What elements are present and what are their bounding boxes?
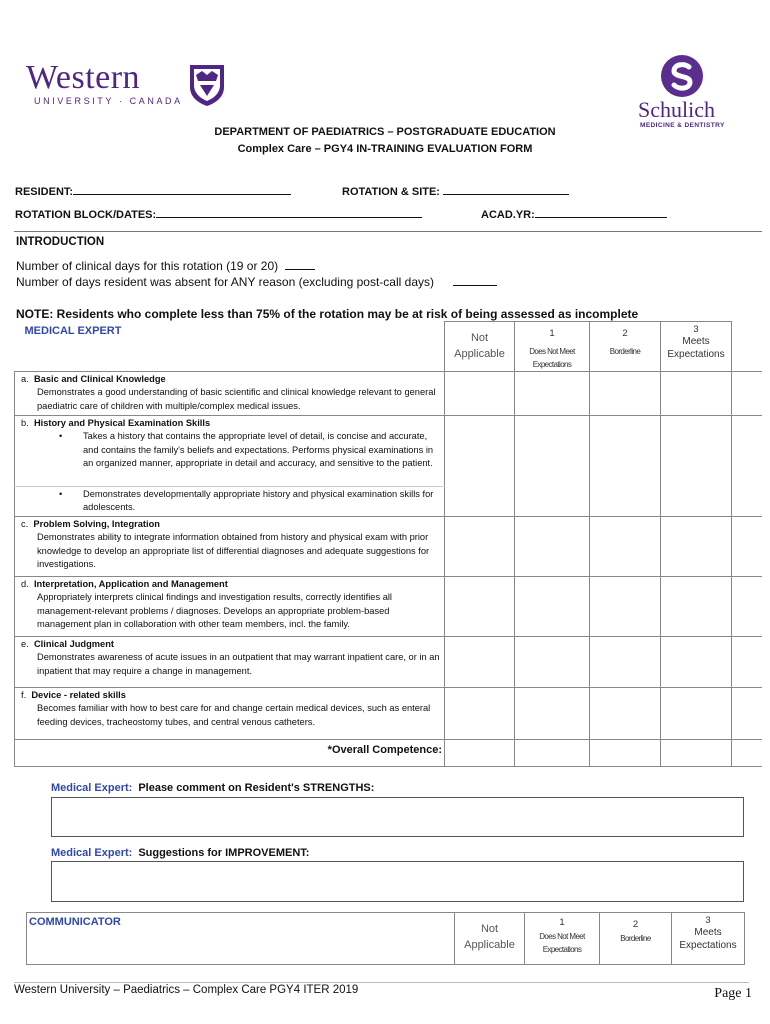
rating-1-label-a: Does Not Meet xyxy=(529,347,575,356)
item-c-rating-3-box[interactable] xyxy=(661,516,732,576)
item-d-rating-3-box[interactable] xyxy=(661,576,732,636)
item-a-na-box[interactable] xyxy=(445,372,515,416)
page-number: Page 1 xyxy=(714,986,752,1001)
medical-expert-title: MEDICAL EXPERT xyxy=(24,324,122,337)
item-e-cell xyxy=(15,636,445,687)
rating-2-header xyxy=(590,322,661,372)
acad-yr-field[interactable] xyxy=(481,207,667,221)
introduction-heading: INTRODUCTION xyxy=(16,236,105,248)
item-e-rating-1-box[interactable] xyxy=(515,636,590,687)
item-b-bullets xyxy=(21,430,442,470)
spacer-cell xyxy=(732,372,762,416)
item-a-rating-1-box[interactable] xyxy=(515,372,590,416)
form-title: Complex Care – PGY4 IN-TRAINING EVALUATION FORM xyxy=(237,143,533,155)
item-f-cell xyxy=(15,687,445,739)
improvement-prompt: Suggestions for IMPROVEMENT: xyxy=(138,847,310,859)
overall-na-box[interactable] xyxy=(445,739,515,766)
rating-1-label-a: Does Not Meet xyxy=(539,932,585,941)
schulich-logo xyxy=(638,52,738,132)
item-d-title: Interpretation, Application and Management xyxy=(33,578,228,589)
not-applicable-word-1: Not xyxy=(480,923,499,935)
rating-3-number: 3 xyxy=(693,324,699,335)
schulich-s-mark-icon xyxy=(660,54,704,98)
item-e-rating-3-box[interactable] xyxy=(661,636,732,687)
item-a-rating-2-box[interactable] xyxy=(590,372,661,416)
item-f-letter: f. xyxy=(21,689,27,700)
rating-header-row xyxy=(27,913,745,965)
item-d-letter: d. xyxy=(21,578,29,589)
item-f-rating-3-box[interactable] xyxy=(661,687,732,739)
item-b-rating-3-box[interactable] xyxy=(661,416,732,517)
rating-1-number: 1 xyxy=(559,917,565,928)
strengths-comment-label xyxy=(51,782,374,794)
rating-3-number: 3 xyxy=(705,915,711,926)
item-b-bullet-2: • Demonstrates developmentally appropriate history and physical examination skills for adolescents. xyxy=(59,488,442,515)
item-c-cell xyxy=(15,516,445,576)
rotation-block-label: ROTATION BLOCK/DATES: xyxy=(15,209,157,221)
overall-rating-1-box[interactable] xyxy=(515,739,590,766)
item-a-rating-3-box[interactable] xyxy=(661,372,732,416)
western-logo-name: Western xyxy=(26,59,141,96)
strengths-prompt: Please comment on Resident's STRENGTHS: xyxy=(138,782,375,794)
rating-3-label-a: Meets xyxy=(682,336,710,347)
medical-expert-title-cell xyxy=(15,322,445,372)
western-university-logo xyxy=(26,60,236,110)
item-b-cell xyxy=(15,416,445,487)
item-f-desc: Becomes familiar with how to best care for and change certain medical devices, such as enteral feeding devices, tracheostomy tubes, and central venous catheters. xyxy=(37,703,431,727)
item-d-cell xyxy=(15,576,445,636)
medical-expert-table xyxy=(14,321,762,767)
spacer-cell xyxy=(732,739,762,766)
item-e-letter: e. xyxy=(21,638,29,649)
not-applicable-word-1: Not xyxy=(470,332,489,344)
item-d-desc: Appropriately interprets clinical findings and investigation results, correctly identifies all management-relevant problems / diagnoses. Develops an appropriate problem-based management plan in collaboration with other team members, incl. the family. xyxy=(37,592,393,630)
spacer-cell xyxy=(732,516,762,576)
spacer-cell xyxy=(732,416,762,517)
item-b-bullet-1: • Takes a history that contains the appropriate level of detail, is concise and accurate, and contains the family's beliefs and expectations. Performs physical examinations in an organized manner, appropriate in detail and accuracy, and sensitive to the patient. xyxy=(59,430,442,470)
item-d-rating-2-box[interactable] xyxy=(590,576,661,636)
communicator-title-cell xyxy=(27,913,455,965)
absent-days-text: Number of days resident was absent for ANY reason (excluding post-call days) xyxy=(16,275,434,289)
rotation-block-field[interactable] xyxy=(15,207,422,221)
footer-text: Western University – Paediatrics – Complex Care PGY4 ITER 2019 xyxy=(14,984,359,996)
rating-3-label-b: Expectations xyxy=(679,940,737,951)
item-b-na-box[interactable] xyxy=(445,416,515,517)
absent-days-input[interactable] xyxy=(453,275,497,286)
completion-note: NOTE: Residents who complete less than 75% of the rotation may be at risk of being assessed as incomplete xyxy=(16,307,639,321)
resident-input-line[interactable] xyxy=(73,184,291,195)
communicator-rating-3-header xyxy=(672,913,745,965)
schulich-logo-subtitle: MEDICINE & DENTISTRY xyxy=(640,122,725,129)
item-b-title: History and Physical Examination Skills xyxy=(33,418,211,428)
item-f-na-box[interactable] xyxy=(445,687,515,739)
resident-field[interactable] xyxy=(15,184,291,198)
overall-competence-row xyxy=(15,739,762,766)
rating-header-row xyxy=(15,322,762,372)
resident-label: RESIDENT: xyxy=(15,186,74,198)
section-divider xyxy=(14,231,762,232)
communicator-not-applicable-header xyxy=(455,913,525,965)
rating-1-number: 1 xyxy=(549,328,555,339)
strengths-comment-box[interactable] xyxy=(51,797,744,837)
acad-yr-input-line[interactable] xyxy=(535,207,667,218)
rating-3-label-b: Expectations xyxy=(667,349,725,360)
improvement-comment-label xyxy=(51,847,309,859)
clinical-days-line xyxy=(16,259,315,273)
communicator-table xyxy=(26,912,745,965)
strengths-section-label: Medical Expert: xyxy=(51,782,133,794)
communicator-rating-1-header xyxy=(525,913,600,965)
item-b-rating-2-box[interactable] xyxy=(590,416,661,517)
communicator-title: COMMUNICATOR xyxy=(29,916,121,928)
item-b-bullet2-cell xyxy=(15,487,445,517)
not-applicable-word-2: Applicable xyxy=(454,348,505,360)
item-b-rating-1-box[interactable] xyxy=(515,416,590,517)
schulich-logo-name: Schulich xyxy=(638,97,715,122)
rating-2-number: 2 xyxy=(632,919,639,930)
table-row xyxy=(15,416,762,487)
item-c-rating-2-box[interactable] xyxy=(590,516,661,576)
absent-days-line xyxy=(16,275,497,289)
not-applicable-word-2: Applicable xyxy=(464,939,515,951)
item-e-rating-2-box[interactable] xyxy=(590,636,661,687)
clinical-days-text: Number of clinical days for this rotation (19 or 20) xyxy=(16,259,279,273)
item-d-na-box[interactable] xyxy=(445,576,515,636)
item-c-rating-1-box[interactable] xyxy=(515,516,590,576)
item-c-desc: Demonstrates ability to integrate information obtained from history and physical exam with prior knowledge to develop an appropriate list of differential diagnoses and adequate suggestions for investigations. xyxy=(37,532,430,570)
rating-2-number: 2 xyxy=(622,328,628,339)
improvement-section-label: Medical Expert: xyxy=(51,847,133,859)
item-c-letter: c. xyxy=(21,518,29,529)
rotation-site-field[interactable] xyxy=(342,184,569,198)
table-row xyxy=(15,636,762,687)
rating-3-label-a: Meets xyxy=(694,927,722,938)
overall-rating-2-box[interactable] xyxy=(590,739,661,766)
acad-yr-label: ACAD.YR: xyxy=(481,209,535,221)
footer-divider xyxy=(14,982,749,983)
item-a-desc: Demonstrates a good understanding of basic scientific and clinical knowledge relevant to general paediatric care of children with multiple/complex medical issues. xyxy=(37,387,436,411)
table-row xyxy=(15,687,762,739)
improvement-comment-box[interactable] xyxy=(51,861,744,902)
item-c-title: Problem Solving, Integration xyxy=(33,518,160,529)
overall-rating-3-box[interactable] xyxy=(661,739,732,766)
table-row xyxy=(15,372,762,416)
item-e-title: Clinical Judgment xyxy=(33,638,115,649)
communicator-rating-2-header xyxy=(600,913,672,965)
rating-2-label: Borderline xyxy=(609,347,641,356)
rotation-block-input-line[interactable] xyxy=(156,207,422,218)
rating-3-header xyxy=(661,322,732,372)
spacer-cell xyxy=(732,576,762,636)
item-a-cell xyxy=(15,372,445,416)
item-a-title: Basic and Clinical Knowledge xyxy=(33,374,166,384)
item-b-bullets-2 xyxy=(21,488,442,515)
overall-competence-label: *Overall Competence: xyxy=(15,739,445,766)
rating-1-label-b: Expectations xyxy=(542,945,582,954)
rotation-site-input-line[interactable] xyxy=(443,184,569,195)
rating-1-label-b: Expectations xyxy=(532,360,572,369)
item-e-desc: Demonstrates awareness of acute issues in an outpatient that may warrant inpatient care, or in an inpatient that may require a change in management. xyxy=(37,652,440,676)
table-row xyxy=(15,576,762,636)
western-logo-subtitle: UNIVERSITY · CANADA xyxy=(34,96,183,106)
not-applicable-header xyxy=(445,322,515,372)
item-f-title: Device - related skills xyxy=(31,689,126,700)
clinical-days-input[interactable] xyxy=(285,259,315,270)
form-department-title: DEPARTMENT OF PAEDIATRICS – POSTGRADUATE EDUCATION xyxy=(214,126,556,138)
item-f-rating-1-box[interactable] xyxy=(515,687,590,739)
rating-1-header xyxy=(515,322,590,372)
item-d-rating-1-box[interactable] xyxy=(515,576,590,636)
item-e-na-box[interactable] xyxy=(445,636,515,687)
spacer-cell xyxy=(732,687,762,739)
rating-2-label: Borderline xyxy=(620,934,651,943)
item-a-letter: a. xyxy=(21,374,29,384)
item-c-na-box[interactable] xyxy=(445,516,515,576)
western-crest-icon xyxy=(188,63,226,107)
spacer-cell xyxy=(732,322,762,372)
spacer-cell xyxy=(732,636,762,687)
table-row xyxy=(15,516,762,576)
item-b-letter: b. xyxy=(21,418,29,428)
rotation-site-label: ROTATION & SITE: xyxy=(342,186,440,198)
item-f-rating-2-box[interactable] xyxy=(590,687,661,739)
